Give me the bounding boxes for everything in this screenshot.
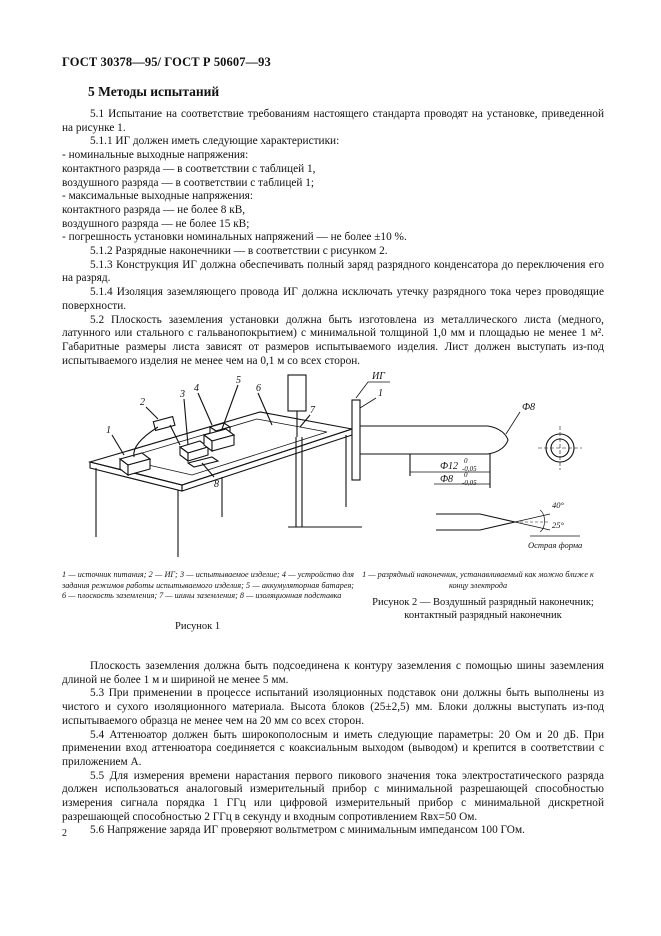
fig2-dim-d8b-tol-bot: -0,05 [462, 479, 477, 487]
list-item: - погрешность установки номинальных напряжений — не более ±10 %. [62, 231, 407, 244]
list-item: - номинальные выходные напряжения: [62, 149, 249, 162]
paragraph-5-1: 5.1 Испытание на соответствие требованиям настоящего стандарта проводят на установке, приведенной на рисунке 1. [62, 108, 604, 134]
fig2-dim-d12-tol-top: 0 [464, 457, 468, 465]
fig2-label-1: 1 [378, 388, 383, 399]
page-number: 2 [62, 828, 67, 839]
fig1-label-3: 3 [180, 389, 185, 400]
fig1-label-4: 4 [194, 383, 199, 394]
paragraph-5-1-2: 5.1.2 Разрядные наконечники — в соответствии с рисунком 2. [90, 245, 388, 258]
fig2-label-ig: ИГ [372, 371, 385, 382]
list-item: воздушного разряда — в соответствии с таблицей 1; [62, 176, 315, 189]
fig2-sharp-label: Острая форма [528, 540, 583, 550]
fig1-label-8: 8 [214, 479, 219, 490]
paragraph-ground: Плоскость заземления должна быть подсоединена к контуру заземления с помощью шины заземления длиной не более 1 м и шириной не менее 5 мм. [62, 660, 604, 686]
paragraph-5-1-3: 5.1.3 Конструкция ИГ должна обеспечивать полный заряд разрядного конденсатора до переключения его на разряд. [62, 258, 604, 285]
figure-1-title: Рисунок 1 [175, 621, 221, 632]
fig1-label-2: 2 [140, 397, 145, 408]
paragraph-5-2: 5.2 Плоскость заземления установки должна быть изготовлена из металлического листа (медного, латунного или стального с гальванопокрытием) с минимальной толщиной 1,0 мм и площадью не менее 1 м². Габаритные размеры листа зависят от размеров испытываемого изделия. Лист должен выступать из-под испытываемого изделия не менее чем на 0,1 м со всех сторон. [62, 313, 604, 367]
fig1-label-7: 7 [310, 405, 315, 416]
fig2-dim-d12: Ф12 [440, 461, 459, 472]
fig1-label-5: 5 [236, 375, 241, 386]
fig2-dim-d12-tol-bot: -0,05 [462, 465, 477, 473]
figure-2-title: Рисунок 2 — Воздушный разрядный наконечник; контактный разрядный наконечник [372, 597, 594, 621]
figure-2-drawing [340, 364, 610, 574]
fig2-angle-40: 40° [552, 500, 564, 510]
fig2-dim-d8: Ф8 [522, 402, 536, 413]
list-item: воздушного разряда — не более 15 кВ; [62, 217, 250, 230]
list-item: - максимальные выходные напряжения: [62, 190, 253, 203]
fig1-label-1: 1 [106, 425, 111, 436]
paragraph-5-3: 5.3 При применении в процессе испытаний изоляционных подставок они должны быть выполнены из чистого и сухого изоляционного материала. Высота блоков (25±2,5) мм. Блоки должны выступать из-под испытываемого образца не менее чем на 20 мм со всех сторон. [62, 687, 604, 727]
paragraph-5-5: 5.5 Для измерения времени нарастания первого пикового значения тока электростатического разряда должен использоваться аналоговый измерительный прибор с минимальной разрешающей способностью измерения сигнала порядка 1 ГГц или цифровой измерительный прибор с минимальной дискретной разрешающей способностью 2 ГГц в секунду и входным сопротивлением Rвх=50 Ом. [62, 769, 604, 823]
paragraph-5-6: 5.6 Напряжение заряда ИГ проверяют вольтметром с минимальным импедансом 100 ГОм. [90, 824, 525, 837]
list-item: контактного разряда — не более 8 кВ, [62, 203, 246, 216]
text-block-bottom [62, 660, 604, 838]
figure-2-legend: 1 — разрядный наконечник, устанавливаемый как можно ближе к концу электрода [362, 570, 594, 590]
list-item: контактного разряда — в соответствии с таблицей 1, [62, 162, 316, 175]
section-title: 5 Методы испытаний [88, 84, 220, 99]
fig2-dim-d8b: Ф8 [440, 474, 454, 485]
paragraph-5-1-1: 5.1.1 ИГ должен иметь следующие характеристики: [90, 135, 340, 148]
page-header: ГОСТ 30378—95/ ГОСТ Р 50607—93 [62, 55, 271, 69]
fig2-angle-25: 25° [552, 520, 564, 530]
figure-1-drawing [62, 367, 362, 567]
fig2-dim-d8b-tol-top: 0 [464, 471, 468, 479]
paragraph-5-4: 5.4 Аттенюатор должен быть широкополосным и иметь следующие параметры: 20 Ом и 20 дБ. При применении вход аттенюатора соединяется с коаксиальным выходом (выводом) и крепится в соответствии с приложением А. [62, 728, 604, 768]
text-block-top [62, 108, 604, 368]
paragraph-5-1-4: 5.1.4 Изоляция заземляющего провода ИГ должна исключать утечку разрядного тока через проводящие поверхности. [62, 286, 604, 312]
figure-1-legend: 1 — источник питания; 2 — ИГ; 3 — испытываемое изделие; 4 — устройство для задания режимов работы испытываемого изделия; 5 — аккумуляторная батарея; 6 — плоскость заземления; 7 — шины заземления; 8 — изоляционная подставка [62, 570, 354, 600]
fig1-label-6: 6 [256, 383, 261, 394]
